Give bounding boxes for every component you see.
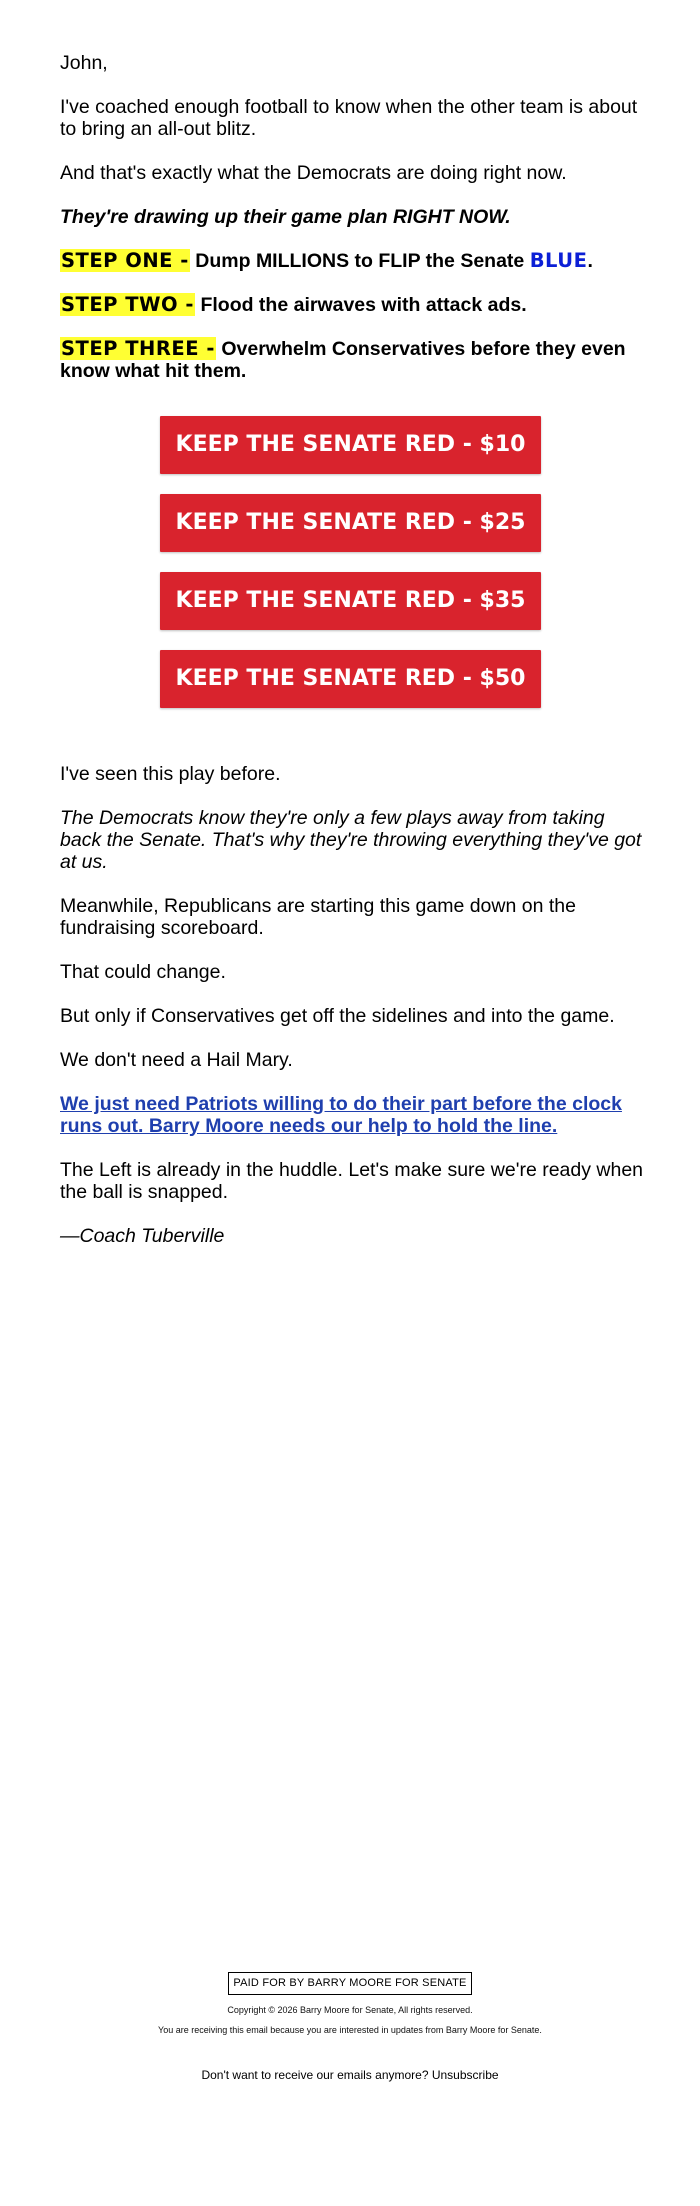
copyright-text: Copyright © 2026 Barry Moore for Senate, All rights reserved.: [227, 2005, 473, 2015]
donate-50-button[interactable]: KEEP THE SENATE RED - $50: [160, 650, 541, 708]
intro-paragraph: I've coached enough football to know when the other team is about to bring an all-out blitz.: [60, 96, 638, 140]
unsubscribe-prompt: Don't want to receive our emails anymore?: [201, 2068, 432, 2082]
donate-25-button[interactable]: KEEP THE SENATE RED - $25: [160, 494, 541, 552]
step-three-text: Overwhelm Conservatives before they even know what hit them.: [60, 338, 626, 382]
step-one: [60, 250, 642, 272]
email-body-bottom: [60, 763, 650, 1269]
donate-buttons: [160, 416, 541, 728]
could-change-paragraph: That could change.: [60, 961, 226, 983]
step-three: [60, 338, 642, 382]
huddle-paragraph: The Left is already in the huddle. Let's make sure we're ready when the ball is snapped.: [60, 1159, 644, 1203]
hail-mary-paragraph: We don't need a Hail Mary.: [60, 1049, 293, 1071]
paid-for-disclaimer: PAID FOR BY BARRY MOORE FOR SENATE: [228, 1972, 471, 1995]
step-one-highlight: BLUE: [529, 249, 588, 272]
email-body-top: [60, 52, 642, 404]
greeting: John,: [60, 52, 108, 74]
cta-link[interactable]: We just need Patriots willing to do their part before the clock runs out. Barry Moore needs our help to hold the line.: [60, 1093, 622, 1137]
game-plan-paragraph: They're drawing up their game plan RIGHT NOW.: [60, 206, 511, 228]
step-two-text: Flood the airwaves with attack ads.: [195, 294, 527, 316]
step-one-end: .: [587, 250, 593, 272]
donate-35-button[interactable]: KEEP THE SENATE RED - $35: [160, 572, 541, 630]
signature: —Coach Tuberville: [60, 1225, 225, 1247]
subscription-reason: You are receiving this email because you are interested in updates from Barry Moore for Senate.: [158, 2025, 542, 2035]
unsubscribe-link[interactable]: Unsubscribe: [431, 2068, 499, 2082]
scoreboard-paragraph: Meanwhile, Republicans are starting this game down on the fundraising scoreboard.: [60, 895, 576, 939]
step-two: [60, 294, 642, 316]
democrats-know-paragraph: The Democrats know they're only a few plays away from taking back the Senate. That's why they're throwing everything they've got at us.: [60, 807, 642, 873]
step-three-label: STEP THREE -: [61, 337, 215, 360]
seen-play-paragraph: I've seen this play before.: [60, 763, 281, 785]
step-two-label: STEP TWO -: [61, 293, 195, 316]
step-one-label: STEP ONE -: [61, 249, 189, 272]
step-one-text: Dump MILLIONS to FLIP the Senate: [189, 250, 530, 272]
donate-10-button[interactable]: KEEP THE SENATE RED - $10: [160, 416, 541, 474]
cta-paragraph: [60, 1093, 650, 1137]
email-footer: [0, 1972, 700, 2082]
sidelines-paragraph: But only if Conservatives get off the sidelines and into the game.: [60, 1005, 615, 1027]
democrats-paragraph: And that's exactly what the Democrats are doing right now.: [60, 162, 567, 184]
unsubscribe-line: [0, 2068, 700, 2082]
